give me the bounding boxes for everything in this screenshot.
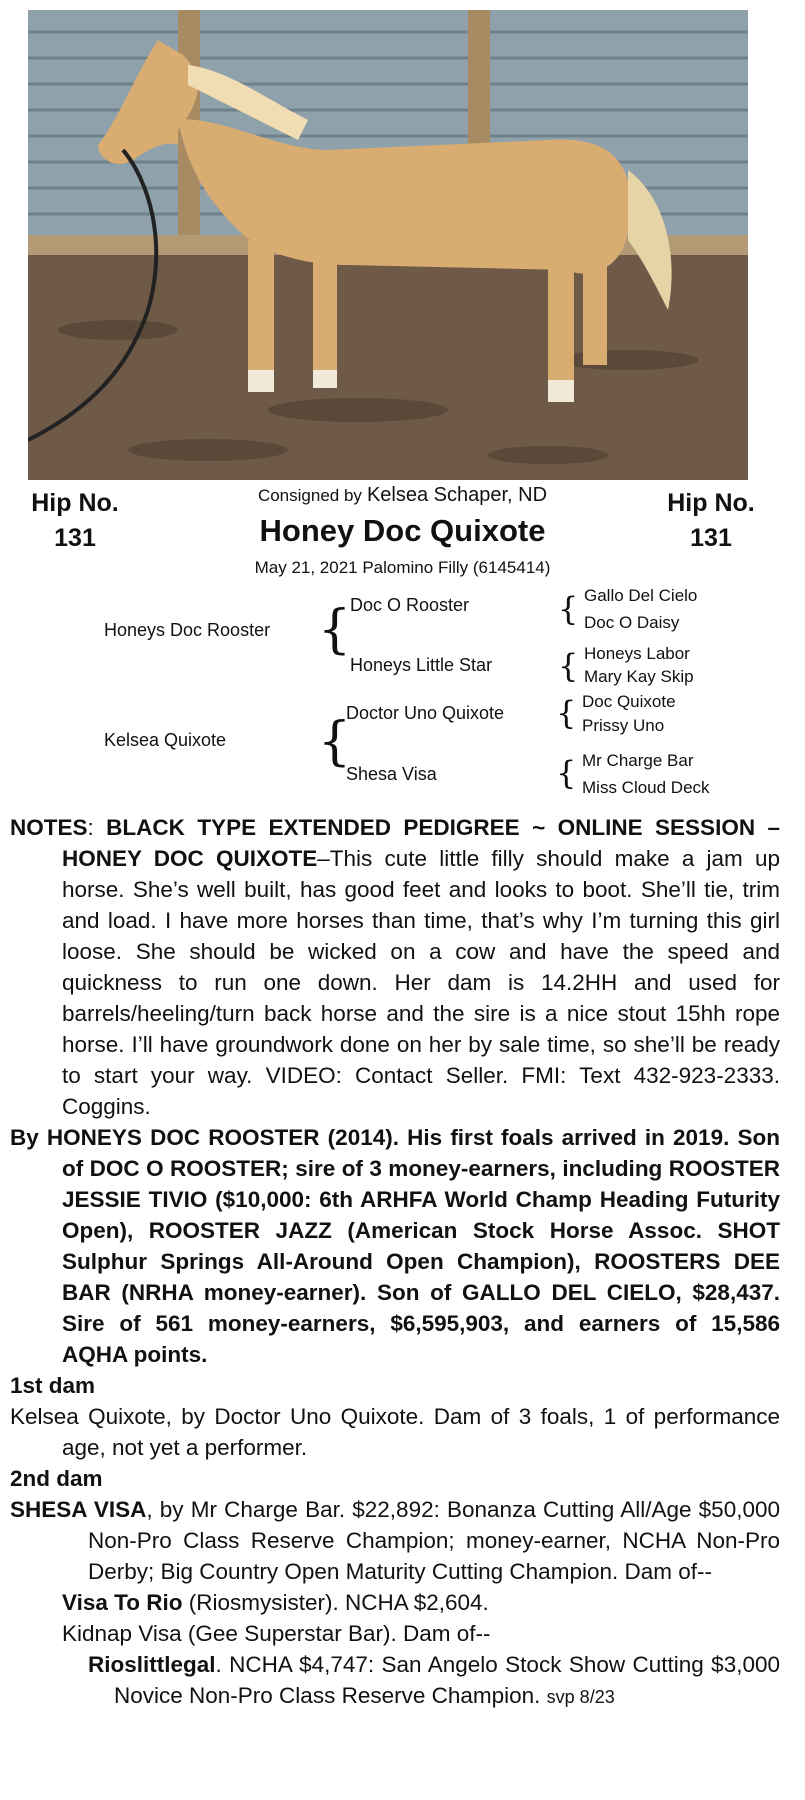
- pedigree-sire-dam-dam: Mary Kay Skip: [584, 667, 694, 686]
- produce-name: Rioslittlegal: [88, 1652, 216, 1677]
- pedigree-dam-sire: Doctor Uno Quixote: [346, 703, 505, 723]
- produce-text: (Riosmysister). NCHA $2,604.: [182, 1590, 489, 1615]
- notes-paragraph: [10, 812, 780, 1122]
- first-dam-text: Kelsea Quixote, by Doctor Uno Quixote. Dam of 3 foals, 1 of performance age, not yet a performer.: [10, 1404, 780, 1460]
- pedigree-dam-sire-dam: Prissy Uno: [582, 716, 665, 735]
- pedigree-sire-sire-dam: Doc O Daisy: [584, 613, 680, 632]
- pedigree-dam-sire-sire: Doc Quixote: [582, 692, 676, 711]
- pedigree-sire-dam-sire: Honeys Labor: [584, 644, 690, 663]
- notes-separator: :: [87, 815, 107, 840]
- second-dam-paragraph: [10, 1494, 780, 1587]
- brace-icon: {: [558, 590, 579, 628]
- pedigree-sire-sire: Doc O Rooster: [350, 595, 470, 615]
- sire-paragraph: By HONEYS DOC ROOSTER (2014). His first foals arrived in 2019. Son of DOC O ROOSTER; sire of 3 money-earners, including ROOSTER JESSIE TIVIO ($10,000: 6th ARHFA World Champ Heading Futurity Open), ROOSTER JAZZ (American Stock Horse Assoc. SHOT Sulphur Springs All-Around Open Champion), ROOSTERS DEE BAR (NRHA money-earner). Son of GALLO DEL CIELO, $28,437. Sire of 561 money-earners, $6,595,903, and earners of 15,586 AQHA points.: [10, 1125, 780, 1367]
- second-dam-text: , by Mr Charge Bar. $22,892: Bonanza Cutting All/Age $50,000 Non-Pro Class Reserve Champion; money-earner, NCHA Non-Pro Derby; Big Country Open Maturity Cutting Champion. Dam of--: [88, 1497, 780, 1584]
- pedigree-sire: Honeys Doc Rooster: [104, 620, 271, 640]
- brace-icon: {: [556, 694, 577, 732]
- brace-icon: {: [318, 712, 352, 772]
- hip-number: 131: [54, 524, 96, 552]
- horse-name: Honey Doc Quixote: [259, 513, 546, 548]
- brace-icon: {: [558, 647, 579, 685]
- consignor-name: Kelsea Schaper, ND: [366, 484, 548, 506]
- second-dam-name: SHESA VISA: [10, 1497, 147, 1522]
- brace-icon: {: [556, 754, 577, 792]
- horse-description: May 21, 2021 Palomino Filly (6145414): [254, 558, 551, 577]
- produce-text: . NCHA $4,747: San Angelo Stock Show Cutting $3,000 Novice Non-Pro Class Reserve Champion.: [114, 1652, 780, 1708]
- hip-label: Hip No.: [667, 489, 755, 517]
- hip-number: 131: [690, 524, 732, 552]
- consigned-prefix: Consigned by: [257, 486, 362, 505]
- produce-rioslittlegal: [10, 1649, 780, 1713]
- pedigree-dam-dam: Shesa Visa: [346, 764, 437, 784]
- pedigree-sire-sire-sire: Gallo Del Cielo: [584, 586, 698, 605]
- svp-note: svp 8/23: [546, 1687, 615, 1707]
- consignor-line: [0, 484, 805, 507]
- notes-label: NOTES: [10, 815, 88, 840]
- pedigree-dam-dam-dam: Miss Cloud Deck: [582, 778, 710, 797]
- notes-text: –This cute little filly should make a jam up horse. She’s well built, has good feet and looks to boot. She’ll tie, trim and load. I have more horses than time, that’s why I’m turning this girl loose. She should be wicked on a cow and have the speed and quickness to run one down. Her dam is 14.2HH and used for barrels/heeling/turn back horse and the sire is a nice stout 15hh rope horse. I’ll have groundwork done on her by sale time, so she’ll be ready to start your way. VIDEO: Contact Seller. FMI: Text 432-923-2333. Coggins.: [62, 846, 780, 1119]
- pedigree-sire-dam: Honeys Little Star: [350, 655, 493, 675]
- second-dam-heading: 2nd dam: [10, 1466, 103, 1491]
- catalog-body: [10, 812, 780, 1713]
- produce-name: Visa To Rio: [62, 1590, 183, 1615]
- produce-visa-to-rio: [10, 1587, 780, 1618]
- produce-kidnap-visa: Kidnap Visa (Gee Superstar Bar). Dam of--: [62, 1621, 491, 1646]
- brace-icon: {: [318, 600, 352, 660]
- horse-photo-illustration: [28, 10, 748, 480]
- first-dam-heading: 1st dam: [10, 1373, 96, 1398]
- notes-heading: BLACK TYPE EXTENDED PEDIGREE ~ ONLINE SESSION – HONEY DOC QUIXOTE: [62, 815, 780, 871]
- pedigree-dam: Kelsea Quixote: [104, 730, 227, 750]
- pedigree-dam-dam-sire: Mr Charge Bar: [582, 751, 694, 770]
- horse-photo: [28, 10, 748, 480]
- hip-label: Hip No.: [31, 489, 119, 517]
